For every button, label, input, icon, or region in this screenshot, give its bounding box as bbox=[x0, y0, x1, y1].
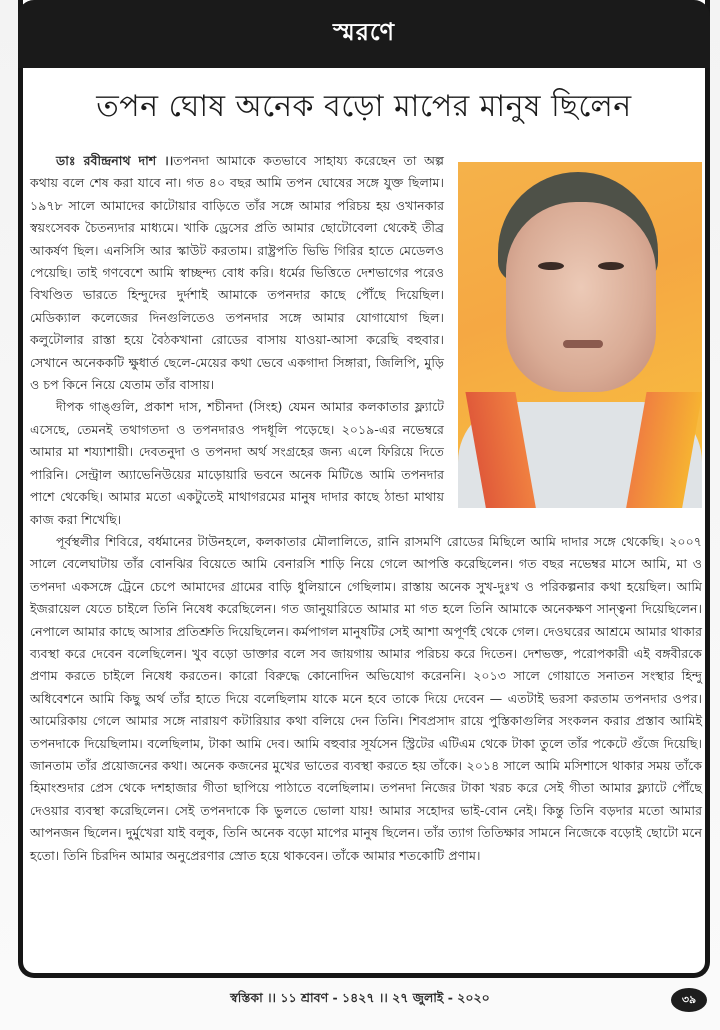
headline: তপন ঘোষ অনেক বড়ো মাপের মানুষ ছিলেন bbox=[96, 89, 632, 124]
photo-eye-left bbox=[538, 262, 564, 270]
page-number: ৩৯ bbox=[671, 988, 707, 1012]
photo-eye-right bbox=[598, 262, 624, 270]
section-label: স্মরণে bbox=[332, 18, 396, 46]
article-paragraph: পূর্বস্থলীর শিবিরে, বর্ধমানের টাউনহলে, কলকাতার মৌলালিতে, রানি রাসমণি রোডের মিছিলে আমি দাদার সঙ্গে থেকেছি। ২০০৭ সালে বেলেঘাটায় তাঁর বোনঝির বিয়েতে আমি বেনারসি শাড়ি নিয়ে গেলে আপত্তি করেছিলেন। গত বছর নভেম্বর মাসে আমি, মা ও তপনদা একসঙ্গে ট্রেনে চেপে আমাদের গ্রামের বাড়ি ধুলিয়ানে গেছিলাম। রাস্তায় অনেক সুখ-দুঃখ ও পরিকল্পনার কথা হয়েছিল। আমি ইজরায়েল যেতে চাইলে তিনি নিষেধ করেছিলেন। গত জানুয়ারিতে আমার মা গত হলে তিনি আমাকে অনেকক্ষণ সান্ত্বনা দিয়েছিলেন। নেপালে আমার কাছে আসার প্রতিশ্রুতি দিয়েছিলেন। কর্মপাগল মানুষটির সেই আশা অপূর্ণই থেকে গেল। দেওঘরের আশ্রমে আমার থাকার ব্যবস্থা করে দেবেন বলেছিলেন। খুব বড়ো ডাক্তার বলে সব জায়গায় আমার পরিচয় করে দিতেন। দেশভক্ত, পরোপকারী এই বঙ্গবীরকে প্রণাম করতে চাইলে নিষেধ করতেন। কারো বিরুদ্ধে কোনোদিন অভিযোগ করেননি। ২০১৩ সালে গোয়াতে সনাতন সংস্থার হিন্দু অধিবেশনে আমি কিছু অর্থ তাঁর হাতে দিয়ে বলেছিলাম যাকে মনে হবে তাকে দিয়ে দেবেন — এতটাই ভরসা করতাম তপনদার ওপর। আমেরিকায় গেলে আমার সঙ্গে নারায়ণ কটারিয়ার কথা বলিয়ে দেন তিনি। শিবপ্রসাদ রায়ে পুস্তিকাগুলির সংকলন করার প্রস্তাব আমিই তপনদাকে দিয়েছিলাম। বলেছিলাম, টাকা আমি দেব। আমি বহুবার সূর্যসেন স্ট্রিটের এটিএম থেকে টাকা তুলে তাঁর পকেটে গুঁজে দিয়েছি। জানতাম তাঁর প্রয়োজনের কথা। অনেক কজনের মুখের ভাতের ব্যবস্থা করতে হয় তাঁকে। ২০১৪ সালে আমি মসিশাসে থাকার সময় তাঁকে হিমাংশুদার প্রেস থেকে দশহাজার গীতা ছাপিয়ে পাঠাতে বলেছিলাম। তপনদা নিজের টাকা খরচ করে সেই গীতা আমার ফ্ল্যাটে পৌঁছে দেওয়ার ব্যবস্থা করেছিলেন। সেই তপনদাকে কি ভুলতে ভোলা যায়! আমার সহোদর ভাই-বোন নেই। কিন্তু তিনি বড়দার মতো আমার আপনজন ছিলেন। দুর্মুখেরা যাই বলুক, তিনি অনেক বড়ো মাপের মানুষ ছিলেন। তাঁর ত্যাগ তিতিক্ষার সামনে নিজেকে বড়োই ছোটো মনে হতো। তিনি চিরদিন আমার অনুপ্রেরণার স্রোত হয়ে থাকবেন। তাঁকে আমার শতকোটি প্রণাম। bbox=[30, 533, 703, 863]
footer-publication-line: স্বস্তিকা ।। ১১ শ্রাবণ - ১৪২৭ ।। ২৭ জুলাই - ২০২০ bbox=[230, 990, 490, 1005]
paragraph-text: তপনদা আমাকে কতভাবে সাহায্য করেছেন তা অল্প কথায় বলে শেষ করা যাবে না। গত ৪০ বছর আমি তপন ঘোষের সঙ্গে যুক্ত ছিলাম। ১৯৭৮ সালে আমাদের কাটোয়ার বাড়িতে তাঁর সঙ্গে আমার পরিচয় হয় ওখানকার স্বয়ংসেবক চৈতন্যদার মাধ্যমে। খাকি ড্রেসের প্রতি আমার ছোটোবেলা থেকেই তীব্র আকর্ষণ ছিল। এনসিসি আর স্কাউট করতাম। রাষ্ট্রপতি ভিভি গিরির হাতে মেডেলও পেয়েছি। তাই গণবেশে আমি স্বাচ্ছন্দ্য বোধ করি। ধর্মের ভিত্তিতে দেশভাগের পরেও বিখণ্ডিত ভারতে হিন্দুদের দুর্দশাই আমাকে তপনদার কাছে পৌঁছে দিয়েছিল। মেডিক্যাল কলেজের দিনগুলিতেও তপনদার সঙ্গে আমার যোগাযোগ ছিল। কলুটোলার রাস্তা হয়ে বৈঠকখানা রোডের বাসায় যাওয়া-আসা করেছি বহুবার। সেখানে অনেককটি ক্ষুধার্ত ছেলে-মেয়ের কথা ভেবে একগাদা সিঙ্গারা, জিলিপি, মুড়ি ও চপ কিনে নিয়ে যেতাম তাঁর বাসায়। bbox=[30, 153, 444, 393]
byline: ডাঃ রবীন্দ্রনাথ দাশ ।। bbox=[56, 153, 174, 168]
article-paragraph: দীপক গাঙ্গুলি, প্রকাশ দাস, শচীনদা (সিংহ) যেমন আমার কলকাতার ফ্ল্যাটে এসেছে, তেমনই তথাগতদা ও তপনদারও পদধূলি পড়েছে। ২০১৯-এর নভেম্বরে আমার মা শয্যাশায়ী। দেবতনুদা ও তপনদা অর্থ সংগ্রহের জন্য এলে ফিরিয়ে দিতে পারিনি। সেন্ট্রাল অ্যাভেনিউয়ের মাড়োয়ারি ভবনে অনেক মিটিঙে আমি তপনদার পাশে থেকেছি। আমার মতো একটুতেই মাথাগরমের মানুষ দাদার কাছে ঠান্ডা মাথায় কাজ করা শিখেছি। bbox=[30, 399, 444, 527]
article-body bbox=[30, 150, 702, 867]
portrait-photo bbox=[458, 162, 702, 508]
photo-face bbox=[506, 202, 656, 392]
photo-mouth bbox=[563, 340, 603, 348]
section-header bbox=[18, 0, 710, 68]
